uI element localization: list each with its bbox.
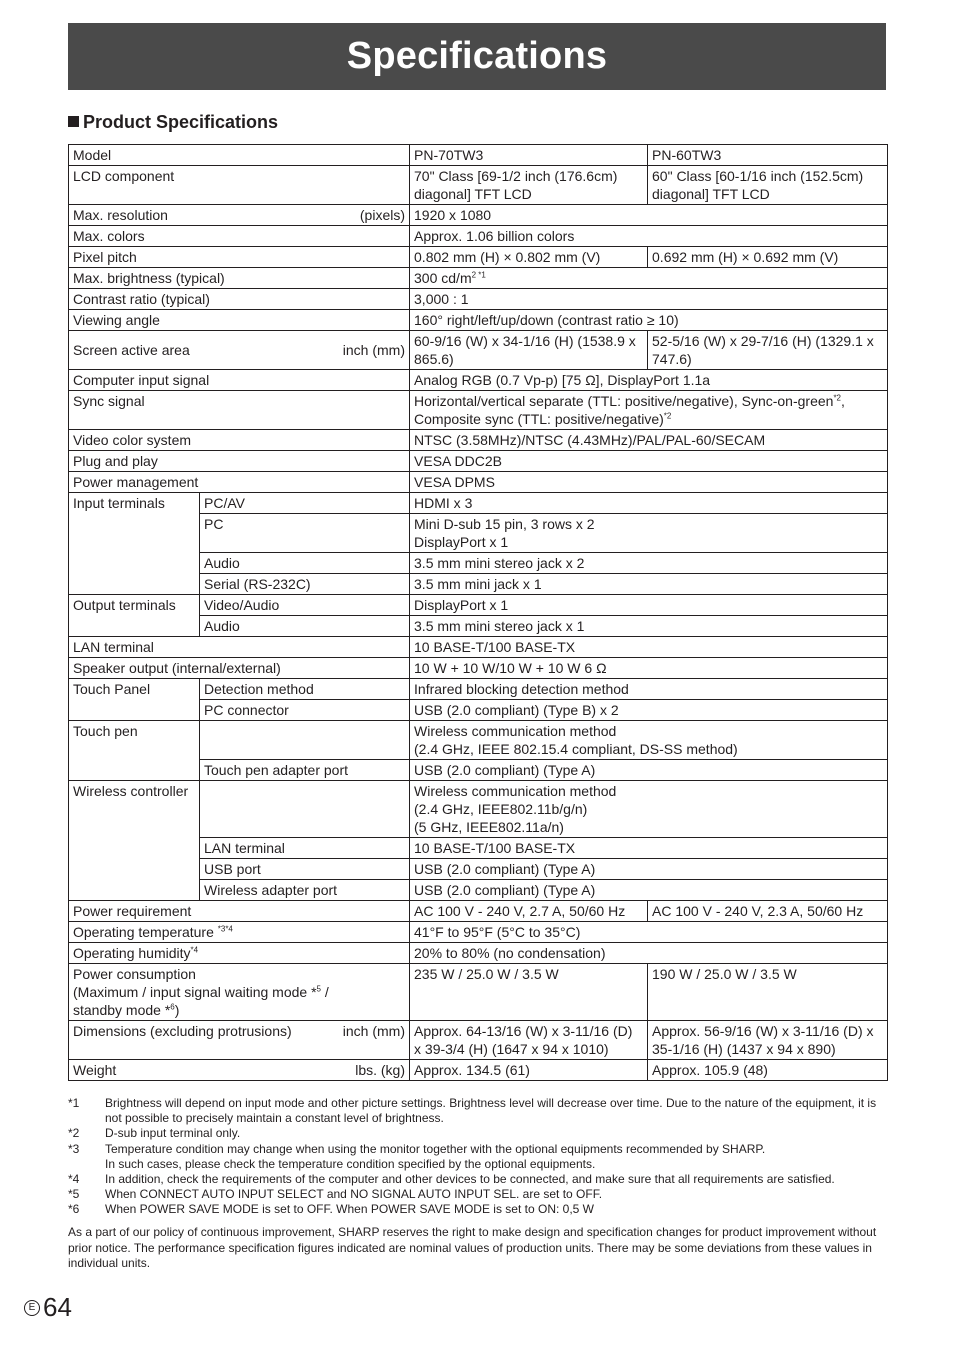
square-bullet-icon [68, 116, 79, 127]
spec-value: 52-5/16 (W) x 29-7/16 (H) (1329.1 x 747.6) [652, 333, 874, 367]
spec-row [69, 472, 888, 493]
spec-sublabel-cell [200, 574, 410, 595]
spec-row [69, 331, 888, 370]
spec-sublabel: USB port [204, 861, 261, 877]
spec-value-cell [648, 247, 888, 268]
spec-value: 235 W / 25.0 W / 3.5 W [414, 966, 559, 982]
spec-value: USB (2.0 compliant) (Type A) [414, 861, 596, 877]
footnote-ref: 5 [316, 984, 321, 994]
spec-row [69, 493, 888, 514]
spec-value-cell [410, 1021, 648, 1060]
spec-label-cell [69, 595, 200, 637]
spec-label-cell [69, 391, 410, 430]
spec-value-cell [410, 781, 888, 838]
spec-label-cell [69, 721, 200, 781]
spec-sublabel-cell [200, 880, 410, 901]
footnote-ref: *2 [833, 393, 841, 403]
spec-sublabel: LAN terminal [204, 840, 285, 856]
spec-row [69, 247, 888, 268]
spec-value-cell [648, 331, 888, 370]
spec-value-cell [410, 901, 648, 922]
footnote-mark: *2 [68, 1126, 80, 1141]
spec-value-cell [648, 964, 888, 1021]
footnote-mark: *1 [68, 1096, 80, 1110]
spec-label-cell [69, 205, 410, 226]
spec-row [69, 430, 888, 451]
spec-sublabel-cell [200, 700, 410, 721]
footnote [68, 1172, 888, 1187]
spec-value-cell [410, 247, 648, 268]
spec-unit: (pixels) [359, 207, 406, 223]
spec-sublabel-cell [200, 781, 410, 838]
spec-label-cell [69, 268, 410, 289]
spec-value-cell [648, 166, 888, 205]
footnote [68, 1126, 888, 1141]
spec-value-cell [410, 268, 888, 289]
spec-value-cell [410, 574, 888, 595]
spec-label-line: ) [174, 1002, 180, 1018]
spec-label: Computer input signal [73, 372, 210, 388]
spec-label: LAN terminal [73, 639, 154, 655]
spec-value-cell [648, 1021, 888, 1060]
spec-row [69, 1021, 888, 1060]
spec-label-cell [69, 901, 410, 922]
spec-value: 1920 x 1080 [414, 207, 492, 223]
spec-label-cell [69, 637, 410, 658]
spec-value: PN-70TW3 [414, 147, 484, 163]
spec-sublabel: Touch pen adapter port [204, 762, 348, 778]
spec-value-cell [410, 289, 888, 310]
spec-value-cell [410, 721, 888, 760]
spec-row [69, 781, 888, 838]
spec-label-cell [69, 781, 200, 901]
spec-label: Operating temperature [73, 924, 218, 940]
spec-row [69, 721, 888, 760]
spec-sublabel-cell [200, 616, 410, 637]
footnote [68, 1187, 888, 1202]
spec-value: 70" Class [69-1/2 inch (176.6cm) diagonal] TFT LCD [414, 168, 618, 202]
section-title: Product Specifications [83, 112, 279, 132]
spec-label: Viewing angle [73, 312, 160, 328]
spec-sublabel-cell [200, 838, 410, 859]
spec-label-cell [69, 922, 410, 943]
spec-value: 41°F to 95°F (5°C to 35°C) [414, 924, 581, 940]
spec-value: 3.5 mm mini jack x 1 [414, 576, 542, 592]
spec-label: Power management [73, 474, 199, 490]
spec-value: NTSC (3.58MHz)/NTSC (4.43MHz)/PAL/PAL-60/SECAM [414, 432, 766, 448]
spec-value: 10 BASE-T/100 BASE-TX [414, 840, 576, 856]
spec-value: Wireless communication method [414, 783, 617, 799]
spec-value: Approx. 105.9 (48) [652, 1062, 768, 1078]
footnote-text: Temperature condition may change when using the monitor together with the optional equipments recommended by SHARP. [105, 1141, 766, 1156]
spec-value-cell [410, 760, 888, 781]
spec-table [68, 144, 888, 1081]
spec-row [69, 391, 888, 430]
spec-label-cell [69, 289, 410, 310]
spec-row [69, 370, 888, 391]
spec-value: 3.5 mm mini stereo jack x 2 [414, 555, 585, 571]
spec-row [69, 1060, 888, 1081]
spec-label-cell [69, 943, 410, 964]
spec-sublabel: PC [204, 516, 224, 532]
spec-row [69, 310, 888, 331]
spec-unit: inch (mm) [342, 1023, 406, 1039]
spec-value: 3.5 mm mini stereo jack x 1 [414, 618, 585, 634]
spec-sublabel-cell [200, 679, 410, 700]
spec-row [69, 679, 888, 700]
spec-value: USB (2.0 compliant) (Type B) x 2 [414, 702, 619, 718]
spec-value-line: (2.4 GHz, IEEE802.11b/g/n) [414, 801, 588, 817]
spec-row [69, 922, 888, 943]
spec-value-cell [410, 1060, 648, 1081]
spec-row [69, 901, 888, 922]
spec-label: Touch Panel [73, 681, 151, 697]
spec-value-cell [410, 430, 888, 451]
spec-label: Wireless controller [73, 783, 189, 799]
spec-label: Operating humidity [73, 945, 191, 961]
spec-value-cell [410, 859, 888, 880]
spec-value: 60" Class [60-1/16 inch (152.5cm) diagonal] TFT LCD [652, 168, 864, 202]
spec-value-cell [410, 838, 888, 859]
spec-label: Touch pen [73, 723, 138, 739]
footnote-ref: *3*4 [217, 924, 233, 934]
policy-text: As a part of our policy of continuous improvement, SHARP reserves the right to make design and specification changes for product improvement without prior notice. The performance specification figures indicated are nominal values of production units. There may be some deviations from these values in individual units. [68, 1225, 877, 1270]
spec-label-line: standby mode * [73, 1002, 171, 1018]
spec-sublabel: Detection method [204, 681, 314, 697]
spec-value-line: (5 GHz, IEEE802.11a/n) [414, 819, 564, 835]
spec-value-cell [410, 493, 888, 514]
spec-label: Power requirement [73, 903, 192, 919]
spec-label: Max. brightness (typical) [73, 270, 225, 286]
footnote-mark: *3 [68, 1141, 80, 1156]
footnote-text: In such cases, please check the temperature condition specified by the optional equipments. [105, 1156, 596, 1171]
spec-value-cell [410, 451, 888, 472]
footnote [68, 1142, 888, 1157]
spec-value: VESA DPMS [414, 474, 495, 490]
footnote-text: When POWER SAVE MODE is set to OFF. When POWER SAVE MODE is set to ON: 0,5 W [105, 1202, 594, 1217]
footnote-ref: 2 *1 [471, 270, 486, 280]
spec-value: AC 100 V - 240 V, 2.3 A, 50/60 Hz [652, 903, 864, 919]
spec-value: PN-60TW3 [652, 147, 722, 163]
spec-sublabel: Video/Audio [204, 597, 280, 613]
footnote-ref: *2 [663, 411, 672, 421]
page-letter-badge: E [24, 1300, 40, 1316]
footnote-ref: 6 [170, 1002, 175, 1012]
spec-row [69, 964, 888, 1021]
page-title: Specifications [346, 35, 608, 77]
spec-value: HDMI x 3 [414, 495, 473, 511]
footnote [68, 1157, 888, 1172]
spec-value-cell [410, 205, 888, 226]
spec-value: 60-9/16 (W) x 34-1/16 (H) (1538.9 x 865.6) [414, 333, 636, 367]
spec-label: Contrast ratio (typical) [73, 291, 210, 307]
spec-value: 3,000 : 1 [414, 291, 469, 307]
spec-sublabel-cell [200, 595, 410, 616]
spec-label-cell [69, 370, 410, 391]
spec-sublabel-cell [200, 760, 410, 781]
spec-value-cell [410, 943, 888, 964]
spec-label: Speaker output (internal/external) [73, 660, 281, 676]
spec-value: USB (2.0 compliant) (Type A) [414, 762, 596, 778]
spec-sublabel: Wireless adapter port [204, 882, 338, 898]
spec-value-cell [410, 595, 888, 616]
footnotes [68, 1096, 888, 1218]
spec-row [69, 289, 888, 310]
spec-label: Screen active area [73, 342, 190, 358]
spec-sublabel-cell [200, 859, 410, 880]
spec-value: 0.802 mm (H) × 0.802 mm (V) [414, 249, 601, 265]
footnote [68, 1096, 888, 1126]
footnote-mark [68, 1157, 105, 1172]
spec-value: USB (2.0 compliant) (Type A) [414, 882, 596, 898]
spec-value-cell [648, 1060, 888, 1081]
spec-value-cell [410, 310, 888, 331]
spec-label-cell [69, 658, 410, 679]
footnote-text: When CONNECT AUTO INPUT SELECT and NO SIGNAL AUTO INPUT SEL. are set to OFF. [105, 1187, 603, 1202]
spec-value: Analog RGB (0.7 Vp-p) [75 Ω], DisplayPort 1.1a [414, 372, 711, 388]
spec-value-cell [410, 226, 888, 247]
page-number: 64 [43, 1292, 72, 1322]
spec-value-cell [410, 922, 888, 943]
spec-label-cell [69, 472, 410, 493]
spec-value-cell [410, 700, 888, 721]
spec-value-cell [648, 145, 888, 166]
spec-sublabel-cell [200, 553, 410, 574]
spec-label: Weight [73, 1062, 117, 1078]
spec-label-cell [69, 166, 410, 205]
spec-label: Video color system [73, 432, 192, 448]
title-banner [68, 23, 886, 90]
spec-label-cell [69, 1060, 410, 1081]
spec-value-cell [410, 391, 888, 430]
spec-label-cell [69, 1021, 410, 1060]
spec-label: LCD component [73, 168, 175, 184]
footnote-mark: *5 [68, 1187, 80, 1202]
spec-value: 10 W + 10 W/10 W + 10 W 6 Ω [414, 660, 607, 676]
spec-value: DisplayPort x 1 [414, 597, 509, 613]
spec-value: Infrared blocking detection method [414, 681, 629, 697]
spec-sublabel-cell [200, 514, 410, 553]
spec-value: Wireless communication method [414, 723, 617, 739]
spec-value-cell [410, 145, 648, 166]
spec-value-cell [410, 514, 888, 553]
spec-label-cell [69, 247, 410, 268]
spec-value: 160° right/left/up/down (contrast ratio ≥ 10) [414, 312, 679, 328]
spec-value: Approx. 134.5 (61) [414, 1062, 530, 1078]
spec-row [69, 658, 888, 679]
spec-row [69, 226, 888, 247]
spec-label: Max. resolution [73, 207, 168, 223]
spec-label-cell [69, 493, 200, 595]
spec-unit: inch (mm) [342, 342, 406, 358]
spec-row [69, 145, 888, 166]
spec-label-cell [69, 331, 410, 370]
spec-label: Model [73, 147, 112, 163]
spec-value: Horizontal/vertical separate (TTL: positive/negative), Sync-on-green [414, 393, 834, 409]
spec-label: Output terminals [73, 597, 176, 613]
spec-value-cell [410, 637, 888, 658]
spec-value: Approx. 56-9/16 (W) x 3-11/16 (D) x 35-1/16 (H) (1437 x 94 x 890) [652, 1023, 874, 1057]
spec-value-cell [410, 472, 888, 493]
spec-sublabel: PC connector [204, 702, 289, 718]
spec-label: Input terminals [73, 495, 165, 511]
spec-value: 10 BASE-T/100 BASE-TX [414, 639, 576, 655]
spec-unit: lbs. (kg) [355, 1062, 406, 1078]
spec-value: Mini D-sub 15 pin, 3 rows x 2 [414, 516, 595, 532]
spec-label-cell [69, 964, 410, 1021]
spec-sublabel: PC/AV [204, 495, 245, 511]
spec-value: Approx. 1.06 billion colors [414, 228, 575, 244]
spec-value-cell [410, 370, 888, 391]
spec-value-cell [410, 331, 648, 370]
footnote-mark: *4 [68, 1172, 80, 1187]
section-heading [68, 112, 278, 133]
footnote-text: Brightness will depend on input mode and other picture settings. Brightness level will decrease over time. Due to the nature of the equipment, it is not possible to precisely maintain a constant level of brightness. [105, 1096, 877, 1126]
spec-row [69, 205, 888, 226]
spec-value: AC 100 V - 240 V, 2.7 A, 50/60 Hz [414, 903, 626, 919]
footnote-text: D-sub input terminal only. [105, 1126, 241, 1141]
spec-value: 190 W / 25.0 W / 3.5 W [652, 966, 797, 982]
spec-value-cell [410, 880, 888, 901]
spec-sublabel-cell [200, 721, 410, 760]
spec-label-cell [69, 226, 410, 247]
spec-label-cell [69, 679, 200, 721]
spec-row [69, 595, 888, 616]
spec-label-line: (Maximum / input signal waiting mode * [73, 984, 317, 1000]
spec-label-cell [69, 430, 410, 451]
spec-label-cell [69, 145, 410, 166]
spec-value: VESA DDC2B [414, 453, 502, 469]
spec-value: 0.692 mm (H) × 0.692 mm (V) [652, 249, 839, 265]
spec-value-cell [648, 901, 888, 922]
spec-value-cell [410, 658, 888, 679]
spec-value: 300 cd/m [414, 270, 472, 286]
spec-sublabel: Audio [204, 555, 240, 571]
spec-row [69, 166, 888, 205]
spec-label-line: / [321, 984, 329, 1000]
spec-row [69, 451, 888, 472]
footnote-text: In addition, check the requirements of the computer and other devices to be connected, and make sure that all requirements are satisfied. [105, 1172, 835, 1187]
footnote-mark: *6 [68, 1202, 80, 1217]
spec-row [69, 268, 888, 289]
spec-row [69, 943, 888, 964]
spec-label: Sync signal [73, 393, 145, 409]
spec-value: , Composite sync (TTL: positive/negative) [414, 393, 845, 427]
spec-value-line: DisplayPort x 1 [414, 534, 509, 550]
page-number-block [24, 1292, 72, 1323]
spec-value-cell [410, 553, 888, 574]
spec-label-cell [69, 310, 410, 331]
spec-sublabel-cell [200, 493, 410, 514]
footnote [68, 1202, 888, 1217]
spec-value: Approx. 64-13/16 (W) x 3-11/16 (D) x 39-3/4 (H) (1647 x 94 x 1010) [414, 1023, 633, 1057]
spec-label: Max. colors [73, 228, 145, 244]
spec-value: 20% to 80% (no condensation) [414, 945, 606, 961]
spec-sublabel: Serial (RS-232C) [204, 576, 311, 592]
spec-value-line: (2.4 GHz, IEEE 802.15.4 compliant, DS-SS method) [414, 741, 738, 757]
spec-value-cell [410, 679, 888, 700]
spec-value-cell [410, 616, 888, 637]
spec-label: Power consumption [73, 966, 196, 982]
spec-value-cell [410, 166, 648, 205]
spec-label-cell [69, 451, 410, 472]
spec-label: Pixel pitch [73, 249, 137, 265]
spec-row [69, 637, 888, 658]
spec-label: Dimensions (excluding protrusions) [73, 1023, 292, 1039]
footnote-ref: *4 [190, 945, 199, 955]
spec-label: Plug and play [73, 453, 158, 469]
spec-sublabel: Audio [204, 618, 240, 634]
spec-value-cell [410, 964, 648, 1021]
